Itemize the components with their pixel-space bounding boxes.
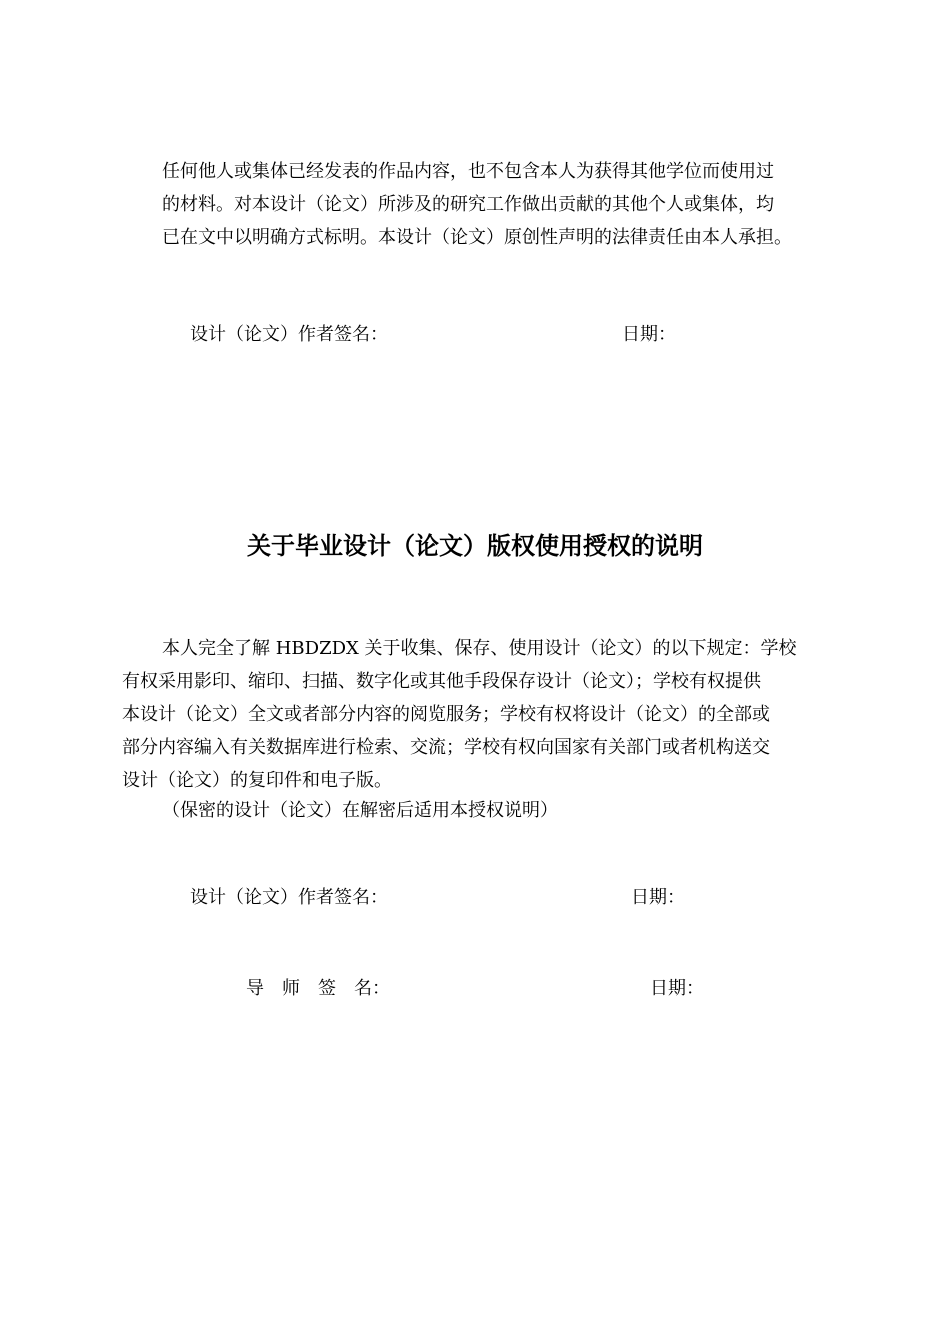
- paragraph-line: 的材料。对本设计（论文）所涉及的研究工作做出贡献的其他个人或集体，均: [162, 194, 774, 215]
- originality-declaration-text: [162, 155, 792, 254]
- advisor-signature-label: 导 师 签 名：: [246, 978, 390, 999]
- advisor-date-label: 日期：: [650, 978, 704, 999]
- paragraph-line: 已在文中以明确方式标明。本设计（论文）原创性声明的法律责任由本人承担。: [162, 227, 792, 248]
- paragraph-line: 任何他人或集体已经发表的作品内容，也不包含本人为获得其他学位而使用过: [162, 161, 774, 182]
- confidentiality-note: （保密的设计（论文）在解密后适用本授权说明）: [162, 800, 558, 821]
- paragraph-line: 本人完全了解 HBDZDX 关于收集、保存、使用设计（论文）的以下规定：学校: [162, 638, 797, 659]
- authorization-text: [122, 632, 797, 797]
- author-signature-label: 设计（论文）作者签名：: [190, 887, 388, 908]
- paragraph-line: 设计（论文）的复印件和电子版。: [122, 770, 392, 791]
- paragraph-line: 本设计（论文）全文或者部分内容的阅览服务；学校有权将设计（论文）的全部或: [122, 704, 770, 725]
- author-signature-label: 设计（论文）作者签名：: [190, 324, 388, 345]
- date-label: 日期：: [622, 324, 676, 345]
- section-title: 关于毕业设计（论文）版权使用授权的说明: [247, 532, 703, 560]
- paragraph-line: 有权采用影印、缩印、扫描、数字化或其他手段保存设计（论文）；学校有权提供: [122, 671, 761, 692]
- paragraph-line: 部分内容编入有关数据库进行检索、交流；学校有权向国家有关部门或者机构送交: [122, 737, 770, 758]
- author-date-label: 日期：: [631, 887, 685, 908]
